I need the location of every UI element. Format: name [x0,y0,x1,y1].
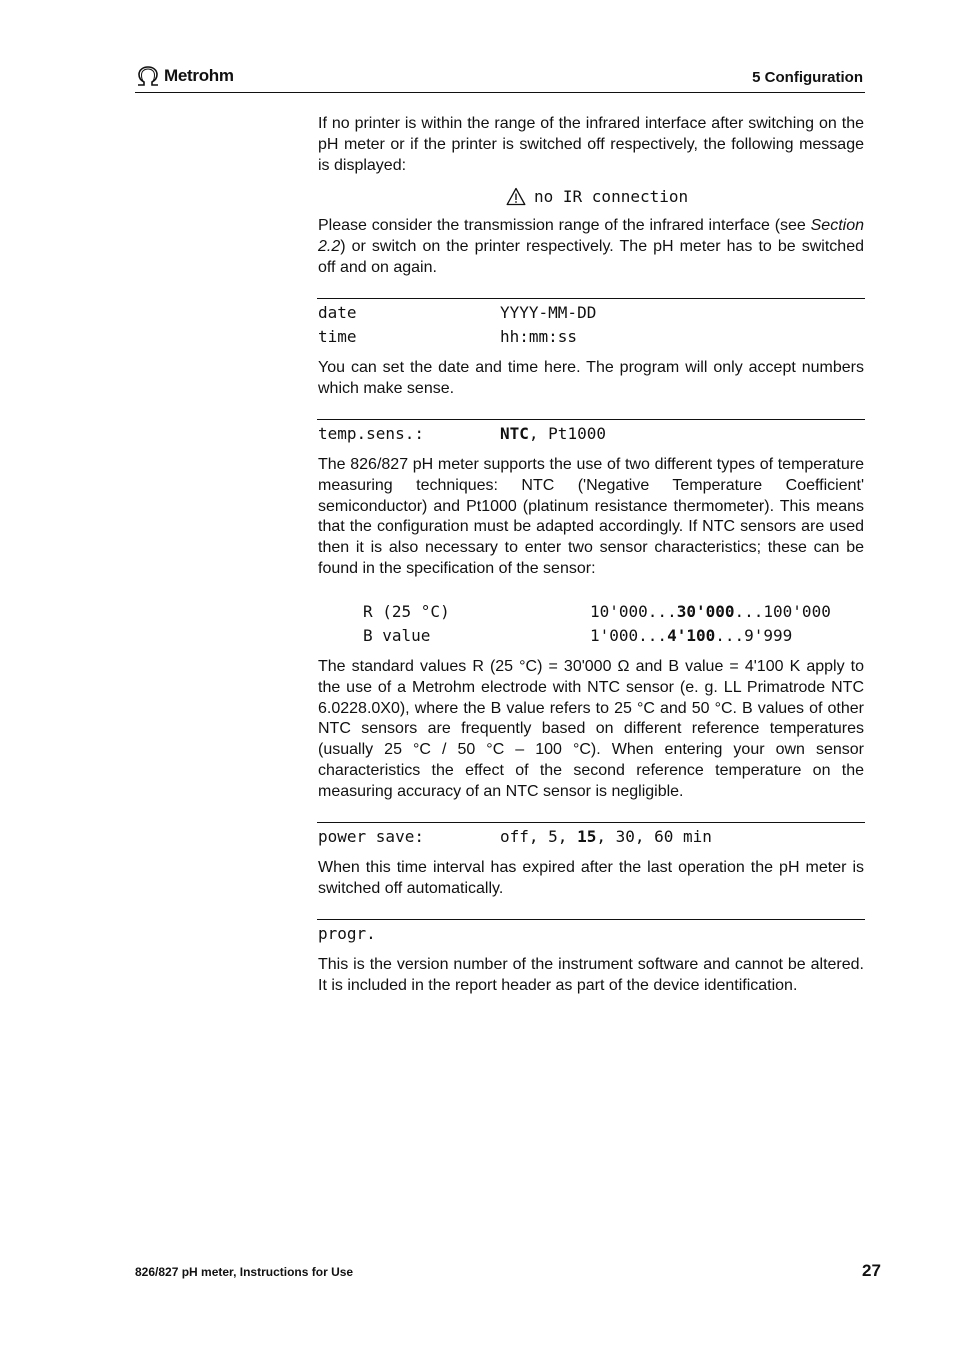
ntc-description: The standard values R (25 °C) = 30'000 Ω and B value = 4'100 K apply to the use of a Metrohm electrode with NTC sensor (e. g. LL Primatrode NTC 6.0228.0X0), where the B value refers to 25 °C and 50 °C. B values of other NTC sensors are frequently based on different reference temperatures (usually 25 °C / 50 °C – 100 °C). When entering your own sensor characteristics the effect of the second reference temperature on the measuring accuracy of an NTC sensor is negligible. [318,658,864,800]
warning-triangle-icon [506,187,526,206]
range-max: ...100'000 [734,602,831,621]
footer-title: 826/827 pH meter, Instructions for Use [135,1265,354,1279]
param-value: hh:mm:ss [500,327,578,346]
brand-logo [135,64,234,88]
param-value: YYYY-MM-DD [500,303,597,322]
section-reference: Section 2.2 [318,217,864,255]
range-min: 10'000... [590,602,677,621]
default-value: NTC [500,424,529,443]
ir-message [506,187,688,206]
param-value [500,424,606,443]
progr-description: This is the version number of the instrument software and cannot be altered. It is included in the report header as part of the device identification. [318,956,864,994]
param-range [590,626,792,645]
chapter-title: 5 Configuration [752,69,863,86]
param-key: time [318,327,357,346]
param-key: temp.sens.: [318,424,424,443]
section-divider [317,419,865,420]
followup-text-pre: Please consider the transmission range of the infrared interface (see [318,217,811,234]
powersave-description: When this time interval has expired after the last operation the pH meter is switched off automatically. [318,859,864,897]
values-post: , 30, 60 min [596,827,712,846]
ir-message-text: no IR connection [534,187,689,206]
param-key: B value [363,626,431,645]
range-min: 1'000... [590,626,668,645]
brand-name: Metrohm [164,66,234,85]
values-pre: off, 5, [500,827,578,846]
range-max: ...9'999 [715,626,793,645]
param-value [500,827,712,846]
page-header [135,62,865,93]
default-value: 30'000 [676,602,735,621]
param-key: R (25 °C) [363,602,450,621]
page-number: 27 [862,1261,881,1280]
param-key: power save: [318,827,424,846]
tempsens-description: The 826/827 pH meter supports the use of two different types of temperature measuring techniques: NTC ('Negative Temperature Coefficient' semiconductor) and Pt1000 (platinum resistance thermometer). This means that the configuration must be adapted accordingly. If NTC sensors are used then it is also necessary to enter two sensor characteristics; these can be found in the specification of the sensor: [318,456,864,577]
followup-text-post: ) or switch on the printer respectively. The pH meter has to be switched off and on again. [318,237,864,276]
default-value: 4'100 [667,626,716,645]
param-key: date [318,303,357,322]
section-divider [317,919,865,920]
intro-paragraph: If no printer is within the range of the infrared interface after switching on the pH meter or if the printer is switched off respectively, the following message is displayed: [318,115,864,174]
datetime-description: You can set the date and time here. The program will only accept numbers which make sense. [318,359,864,397]
omega-icon [135,65,161,87]
section-divider [317,298,865,299]
section-divider [317,822,865,823]
intro-followup [318,216,864,278]
param-key: progr. [318,924,376,943]
param-range [590,602,831,621]
default-value: 15 [577,827,597,846]
other-values: , Pt1000 [528,424,606,443]
